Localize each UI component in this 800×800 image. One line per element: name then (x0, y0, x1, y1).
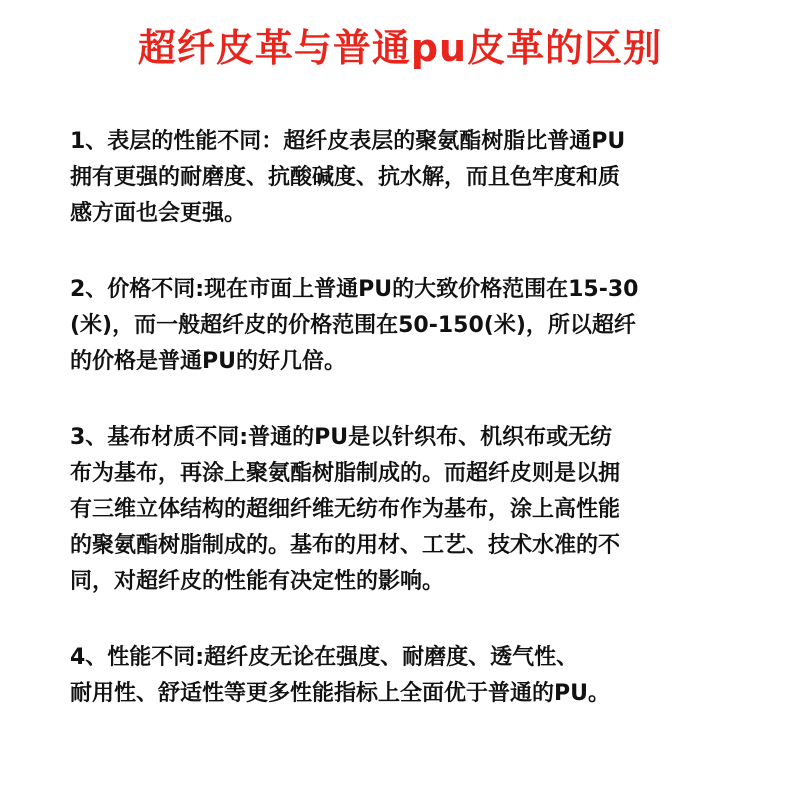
paragraph-line: 3、基布材质不同:普通的PU是以针织布、机织布或无纺 (70, 425, 613, 450)
paragraph-line: 拥有更强的耐磨度、抗酸碱度、抗水解，而且色牢度和质 (70, 165, 621, 190)
document-body (70, 124, 740, 752)
paragraph-line: 感方面也会更强。 (70, 201, 247, 226)
document-title: 超纤皮革与普通pu皮革的区别 (137, 26, 663, 70)
paragraph-line: (米)，而一般超纤皮的价格范围在50-150(米)，所以超纤 (70, 313, 636, 338)
paragraph-line: 布为基布，再涂上聚氨酯树脂制成的。而超纤皮则是以拥 (70, 461, 621, 486)
paragraph-line: 的聚氨酯树脂制成的。基布的用材、工艺、技术水准的不 (70, 533, 621, 558)
paragraph-line: 4、性能不同:超纤皮无论在强度、耐磨度、透气性、 (70, 645, 579, 670)
paragraph-line: 的价格是普通PU的好几倍。 (70, 349, 346, 374)
paragraph-line: 2、价格不同:现在市面上普通PU的大致价格范围在15-30 (70, 277, 639, 302)
paragraph-price (70, 272, 740, 380)
paragraph-line: 1、表层的性能不同：超纤皮表层的聚氨酯树脂比普通PU (70, 129, 626, 154)
paragraph-line: 同，对超纤皮的性能有决定性的影响。 (70, 569, 445, 594)
paragraph-base-fabric (70, 420, 740, 600)
paragraph-line: 有三维立体结构的超细纤维无纺布作为基布，涂上高性能 (70, 497, 621, 522)
paragraph-line: 耐用性、舒适性等更多性能指标上全面优于普通的PU。 (70, 681, 610, 706)
paragraph-performance (70, 640, 740, 712)
paragraph-surface-performance (70, 124, 740, 232)
